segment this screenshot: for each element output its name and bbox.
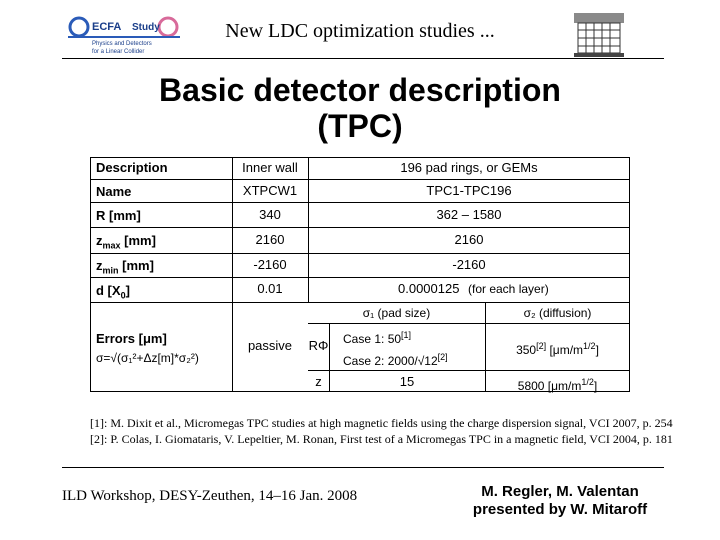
rphi-sigma2-close: ] [595,343,599,357]
z-sigma2-close: ] [593,379,598,393]
z-sigma2-num: 5800 [μm/m [517,379,582,393]
z-sigma2-exp: 1/2 [581,377,594,387]
col-header-pad-rings: 196 pad rings, or GEMs [400,160,538,175]
footer-event: ILD Workshop, DESY-Zeuthen, 14–16 Jan. 2008 [62,488,358,504]
row-label-name: Name [96,184,132,199]
col-header-inner-wall: Inner wall [242,160,298,175]
case2-value [343,349,448,369]
zmin-z: z [96,258,103,273]
case2-text: Case 2: 2000/√12 [343,354,438,368]
zmin-sub: min [102,265,119,276]
rphi-sigma2-ref: [2] [536,341,547,351]
rphi-sigma2-num: 350 [516,343,537,357]
row-label-description: Description [96,160,168,175]
reference-1: [1]: M. Dixit et al., Micromegas TPC studies at high magnetic fields using the charge dispersion signal, VCI 2007, p. 254 [90,416,673,430]
case1-value [343,327,411,347]
zmax-z: z [96,233,103,248]
rphi-sigma2-unit: [μm/m [546,343,584,357]
row-label-errors: Errors [μm] [96,331,167,346]
tpc-parameter-table [90,157,630,392]
reference-2: [2]: P. Colas, I. Giomataris, V. Lepeltier, M. Ronan, First test of a Micromegas TPC in a magnetic field, VCI 2004, p. 181 [90,432,673,446]
cell-name-pad: TPC1-TPC196 [426,183,512,198]
cell-d-pad-note: (for each layer) [468,282,549,296]
header-divider [62,58,664,59]
case2-ref: [2] [437,352,448,362]
cell-errors-inner: passive [247,338,293,353]
sigma2-header: σ₂ (diffusion) [523,306,592,320]
row-label-zmin [96,258,154,279]
row-label-r: R [mm] [96,208,141,223]
cell-zmax-inner: 2160 [255,232,285,247]
case1-ref: [1] [401,330,412,340]
references [90,415,673,447]
zmax-unit: [mm] [120,233,156,248]
slide-title [0,72,720,144]
footer-authors-line1: M. Regler, M. Valentan [481,483,639,500]
logo-text-study: Study [132,22,160,33]
sigma1-header: σ₁ (pad size) [362,306,431,320]
cell-zmin-pad: -2160 [452,257,486,272]
institute-logo [568,10,634,58]
d-pre: d [X [96,283,121,298]
slide-header-title: New LDC optimization studies ... [225,20,495,42]
cell-zmax-pad: 2160 [454,232,484,247]
z-error-label: z [315,374,322,389]
cell-d-inner: 0.01 [257,281,283,296]
z-sigma2-value [485,374,630,394]
z-sigma1-value: 15 [399,374,415,389]
footer-divider [62,467,664,468]
d-post: ] [125,283,130,298]
rphi-sigma2-value [485,338,630,358]
rphi-label: RΦ [308,338,329,353]
zmin-unit: [mm] [118,258,154,273]
row-label-d [96,283,130,304]
slide-title-line2: (TPC) [317,108,403,144]
d-sub: 0 [120,290,126,301]
logo-text-line3: Physics and Detectors [92,41,152,47]
logo-text-line4: for a Linear Collider [92,49,145,55]
cell-zmin-inner: -2160 [253,257,287,272]
zmax-sub: max [102,240,121,251]
errors-formula: σ=√(σ₁²+Δz[m]*σ₂²) [96,351,199,365]
cell-r-inner: 340 [259,207,281,222]
cell-r-pad: 362 – 1580 [436,207,502,222]
footer-authors-line2: presented by W. Mitaroff [472,501,648,518]
case1-text: Case 1: 50 [343,332,402,346]
slide-title-line1: Basic detector description [159,72,561,108]
cell-name-inner: XTPCW1 [242,183,298,198]
footer-authors [460,483,660,519]
row-label-zmax [96,233,156,254]
cell-d-pad: 0.0000125 [398,281,460,296]
logo-text-ecfa: ECFA [92,21,122,33]
rphi-sigma2-exp: 1/2 [583,341,596,351]
